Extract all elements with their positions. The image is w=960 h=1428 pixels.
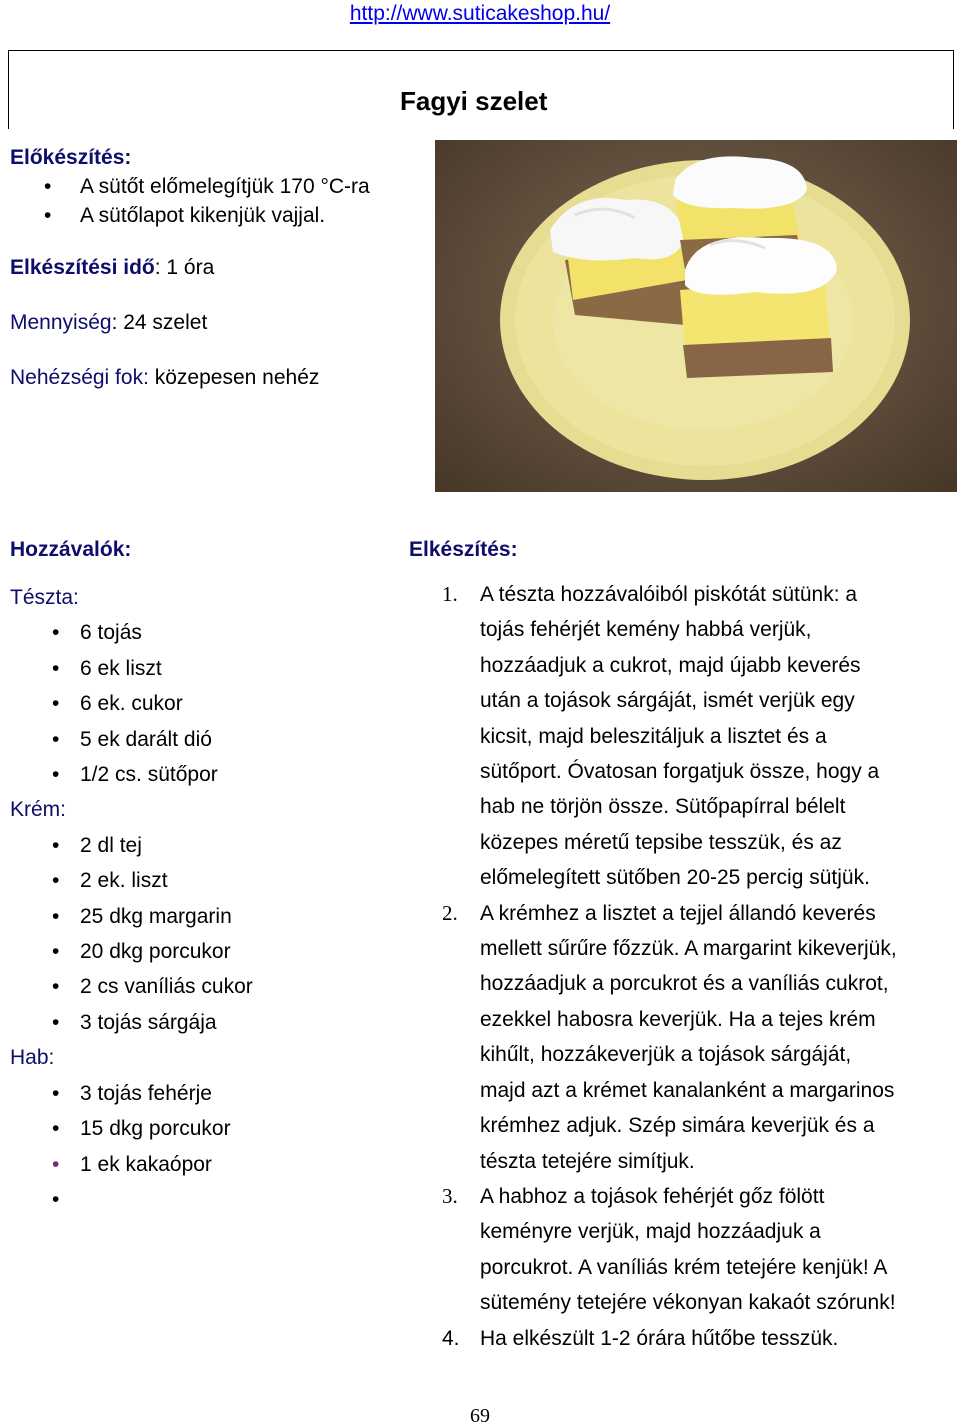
ingredients-list (10, 580, 253, 1217)
method-step (440, 1179, 955, 1321)
step-line: A tészta hozzávalóiból piskótát sütünk: a (480, 583, 858, 606)
ingredient-item: • 6 tojás (10, 615, 253, 650)
step-number: 1. (442, 582, 458, 606)
step-line: hozzáadjuk a porcukrot és a vaníliás cukrot, (480, 972, 889, 996)
time-value: : 1 óra (154, 256, 215, 279)
site-url-link[interactable]: http://www.suticakeshop.hu/ (349, 2, 611, 25)
step-line: tészta tetejére simítjuk. (480, 1149, 695, 1173)
step-line: A krémhez a lisztet a tejjel állandó keverés (480, 901, 876, 925)
step-number: 2. (442, 900, 458, 925)
method-step (440, 1321, 955, 1356)
cake-photo (435, 140, 957, 492)
step-line: A habhoz a tojások fehérjét gőz fölött (480, 1184, 825, 1208)
difficulty-row (10, 366, 319, 390)
step-line: hozzáadjuk a cukrot, majd újabb keverés (480, 653, 861, 677)
time-label: Elkészítési idő (10, 256, 155, 279)
ingredient-item: • 25 dkg margarin (10, 899, 253, 934)
ingredient-item: • 20 dkg porcukor (10, 934, 253, 969)
step-line: ezekkel habosra keverjük. Ha a tejes krém (480, 1007, 876, 1031)
ingredient-item-empty (10, 1182, 253, 1217)
ingredient-item: • 2 dl tej (10, 828, 253, 863)
page-number: 69 (470, 1405, 490, 1427)
ingredient-item: • 2 cs vaníliás cukor (10, 969, 253, 1004)
ingredient-item: • 6 ek liszt (10, 651, 253, 686)
preparation-list (10, 172, 410, 230)
step-line: sütemény tetejére vékonyan kakaót szórunk! (480, 1291, 896, 1315)
quantity-row (10, 311, 207, 335)
step-number: 3. (442, 1183, 458, 1208)
preparation-label: Előkészítés: (10, 146, 132, 169)
step-line: sütőport. Óvatosan forgatjuk össze, hogy a (480, 760, 880, 784)
step-line: krémhez adjuk. Szép simára keverjük és a (480, 1114, 875, 1138)
ingredient-item: • 5 ek darált dió (10, 722, 253, 757)
quantity-label: Mennyiség (10, 311, 112, 334)
step-line: keményre verjük, majd hozzáadjuk a (480, 1220, 821, 1244)
ingredient-item: • 6 ek. cukor (10, 686, 253, 721)
step-line: kihűlt, hozzákeverjük a tojások sárgáját, (480, 1043, 852, 1067)
ingredient-section-title: Tészta: (10, 586, 79, 609)
method-step (440, 577, 955, 896)
ingredient-item: • 3 tojás fehérje (10, 1076, 253, 1111)
step-line: előmelegített sütőben 20-25 percig sütjük. (480, 866, 870, 890)
ingredient-item: • 3 tojás sárgája (10, 1005, 253, 1040)
quantity-value: : 24 szelet (111, 311, 208, 334)
step-line: kicsit, majd beleszitáljuk a lisztet és a (480, 724, 827, 748)
preparation-section (10, 143, 410, 230)
step-line: majd azt a krémet kanalanként a margarinos (480, 1078, 895, 1102)
ingredients-label: Hozzávalók: (10, 538, 132, 561)
method-label: Elkészítés: (409, 538, 518, 561)
preparation-item: • A sütőlapot kikenjük vajjal. (10, 201, 410, 230)
step-line: mellett sűrűre főzzük. A margarint kikeverjük, (480, 937, 897, 961)
difficulty-value: közepesen nehéz (148, 366, 320, 389)
step-line: közepes méretű tepsibe tesszük, és az (480, 830, 842, 854)
ingredient-item: • 15 dkg porcukor (10, 1111, 253, 1146)
ingredient-section-title: Krém: (10, 798, 67, 822)
method-step (440, 896, 955, 1179)
step-number: 4. (442, 1326, 460, 1350)
step-line: után a tojások sárgáját, ismét verjük egy (480, 689, 855, 713)
step-line: Ha elkészült 1-2 órára hűtőbe tesszük. (480, 1326, 839, 1350)
time-row (10, 256, 214, 280)
ingredient-item: • 2 ek. liszt (10, 863, 253, 898)
preparation-item: • A sütőt előmelegítjük 170 °C-ra (10, 172, 410, 201)
ingredient-item: • 1/2 cs. sütőpor (10, 757, 253, 792)
difficulty-label: Nehézségi fok: (10, 366, 149, 389)
step-line: hab ne törjön össze. Sütőpapírral bélelt (480, 795, 846, 819)
ingredient-section-title: Hab: (10, 1046, 55, 1070)
ingredient-item: • 1 ek kakaópor (10, 1147, 253, 1182)
step-line: porcukrot. A vaníliás krém tetejére kenjük! A (480, 1255, 888, 1279)
step-line: tojás fehérjét kemény habbá verjük, (480, 618, 812, 642)
method-steps (440, 577, 955, 1356)
recipe-title: Fagyi szelet (400, 86, 548, 116)
